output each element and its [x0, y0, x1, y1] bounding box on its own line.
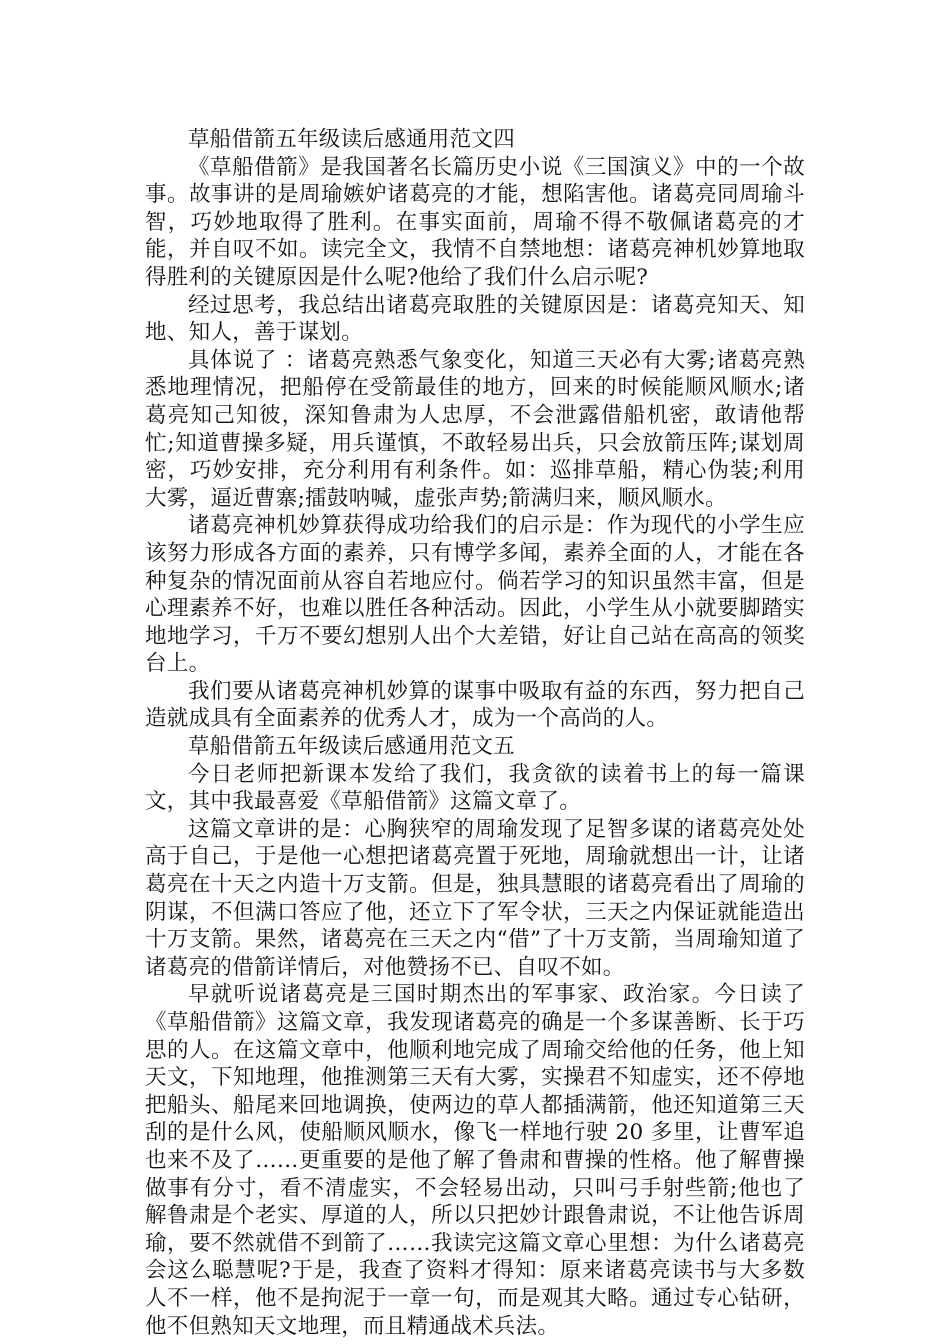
paragraph: 经过思考，我总结出诸葛亮取胜的关键原因是：诸葛亮知天、知地、知人，善于谋划。 — [145, 292, 805, 346]
paragraph: 今日老师把新课本发给了我们，我贪欲的读着书上的每一篇课文，其中我最喜爱《草船借箭》这篇文章了。 — [145, 761, 805, 815]
paragraph: 早就听说诸葛亮是三国时期杰出的军事家、政治家。今日读了《草船借箭》这篇文章，我发现诸葛亮的确是一个多谋善断、长于巧思的人。在这篇文章中，他顺利地完成了周瑜交给他的任务，他上知天文，下知地理，他推测第三天有大雾，实操君不知虚实，还不停地把船头、船尾来回地调换，使两边的草人都插满箭，他还知道第三天刮的是什么风，使船顺风顺水，像飞一样地行驶 20 多里，让曹军追也来不及了……更重要的是他了解了鲁肃和曹操的性格。他了解曹操做事有分寸，看不清虚实，不会轻易出动，只叫弓手射些箭;他也了解鲁肃是个老实、厚道的人，所以只把妙计跟鲁肃说，不让他告诉周瑜，要不然就借不到箭了……我读完这篇文章心里想：为什么诸葛亮会这么聪慧呢?于是，我查了资料才得知：原来诸葛亮读书与大多数人不一样，他不是拘泥于一章一句，而是观其大略。通过专心钻研，他不但熟知天文地理，而且精通战术兵法。 — [145, 982, 805, 1339]
paragraph: 《草船借箭》是我国著名长篇历史小说《三国演义》中的一个故事。故事讲的是周瑜嫉妒诸葛亮的才能，想陷害他。诸葛亮同周瑜斗智，巧妙地取得了胜利。在事实面前，周瑜不得不敬佩诸葛亮的才能，并自叹不如。读完全文，我情不自禁地想：诸葛亮神机妙算地取得胜利的关键原因是什么呢?他给了我们什么启示呢? — [145, 154, 805, 290]
document-body — [145, 126, 805, 1340]
paragraph: 具体说了 ：诸葛亮熟悉气象变化，知道三天必有大雾;诸葛亮熟悉地理情况，把船停在受箭最佳的地方，回来的时候能顺风顺水;诸葛亮知己知彼，深知鲁肃为人忠厚，不会泄露借船机密，敢请他帮忙;知道曹操多疑，用兵谨慎，不敢轻易出兵，只会放箭压阵;谋划周密，巧妙安排，充分利用有利条件。如：巡排草船，精心伪装;利用大雾，逼近曹寨;擂鼓呐喊，虚张声势;箭满归来，顺风顺水。 — [145, 347, 805, 511]
paragraph: 诸葛亮神机妙算获得成功给我们的启示是：作为现代的小学生应该努力形成各方面的素养，只有博学多闻，素养全面的人，才能在各种复杂的情况面前从容自若地应付。倘若学习的知识虽然丰富，但是心理素养不好，也难以胜任各种活动。因此，小学生从小就要脚踏实地地学习，千万不要幻想别人出个大差错，好让自己站在高高的领奖台上。 — [145, 513, 805, 677]
section-heading-5: 草船借箭五年级读后感通用范文五 — [188, 734, 516, 760]
section-heading-4: 草船借箭五年级读后感通用范文四 — [188, 127, 516, 152]
paragraph: 这篇文章讲的是：心胸狭窄的周瑜发现了足智多谋的诸葛亮处处高于自己，于是他一心想把诸葛亮置于死地，周瑜就想出一计，让诸葛亮在十天之内造十万支箭。但是，独具慧眼的诸葛亮看出了周瑜的阴谋，不但满口答应了他，还立下了军令状，三天之内保证就能造出十万支箭。果然，诸葛亮在三天之内“借”了十万支箭，当周瑜知道了诸葛亮的借箭详情后，对他赞扬不已、自叹不如。 — [145, 816, 805, 980]
paragraph: 我们要从诸葛亮神机妙算的谋事中吸取有益的东西，努力把自己造就成具有全面素养的优秀人才，成为一个高尚的人。 — [145, 678, 805, 732]
